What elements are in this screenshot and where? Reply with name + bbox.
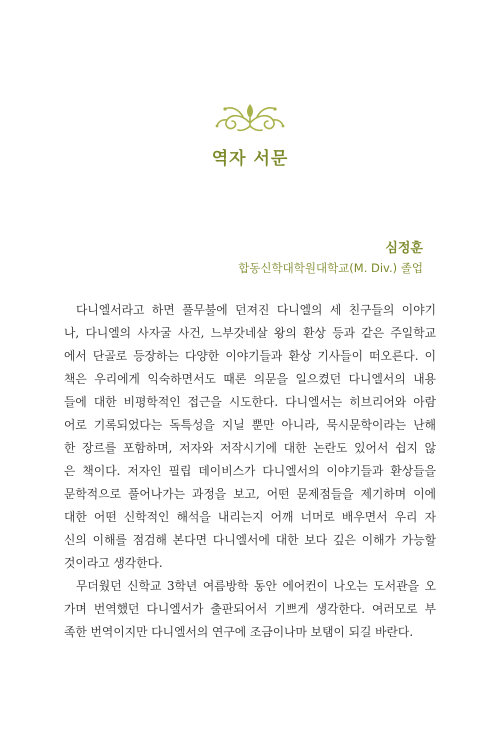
text-line: 다니엘서라고 하면 풀무불에 던져진 다니엘의 세 친구들의 이야기 bbox=[76, 303, 436, 317]
text-line: 신의 이해를 점검해 본다면 다니엘서에 대한 보다 깊은 이해가 가능할 bbox=[64, 533, 436, 547]
text-line: 무더웠던 신학교 3학년 여름방학 동안 에어컨이 나오는 도서관을 오 bbox=[76, 579, 436, 593]
preface-paragraph-2 bbox=[64, 575, 436, 644]
text-line: 것이라고 생각한다. bbox=[64, 556, 163, 570]
text-line: 가며 번역했던 다니엘서가 출판되어서 기쁘게 생각한다. 여러모로 부 bbox=[64, 602, 436, 616]
preface-body bbox=[64, 299, 436, 644]
page-title: 역자 서문 bbox=[211, 149, 289, 169]
text-line: 들에 대한 비평학적인 접근을 시도한다. 다니엘서는 히브리어와 아람 bbox=[64, 395, 436, 409]
text-line: 문학적으로 풀어나가는 과정을 보고, 어떤 문제점들을 제기하며 이에 bbox=[64, 487, 436, 501]
text-line: 나, 다니엘의 사자굴 사건, 느부갓네살 왕의 환상 등과 같은 주일학교 bbox=[64, 326, 436, 340]
translator-name: 심정훈 bbox=[385, 241, 423, 256]
text-line: 대한 어떤 신학적인 해석을 내리는지 어깨 너머로 배우면서 우리 자 bbox=[64, 510, 436, 524]
text-line: 어로 기록되었다는 독특성을 지닐 뿐만 아니라, 묵시문학이라는 난해 bbox=[64, 418, 436, 432]
text-line: 에서 단골로 등장하는 다양한 이야기들과 환상 기사들이 떠오른다. 이 bbox=[64, 349, 436, 363]
text-line: 책은 우리에게 익숙하면서도 때론 의문을 일으켰던 다니엘서의 내용 bbox=[64, 372, 436, 386]
text-line: 한 장르를 포함하며, 저자와 저작시기에 대한 논란도 있어서 쉽지 않 bbox=[64, 441, 436, 455]
translator-affiliation: 합동신학대학원대학교(M. Div.) 졸업 bbox=[238, 261, 423, 275]
floral-ornament-icon bbox=[213, 100, 287, 134]
text-line: 족한 번역이지만 다니엘서의 연구에 조금이나마 보탬이 되길 바란다. bbox=[64, 625, 414, 639]
text-line: 은 책이다. 저자인 필립 데이비스가 다니엘서의 이야기들과 환상들을 bbox=[64, 464, 436, 478]
preface-paragraph-1 bbox=[64, 299, 436, 575]
